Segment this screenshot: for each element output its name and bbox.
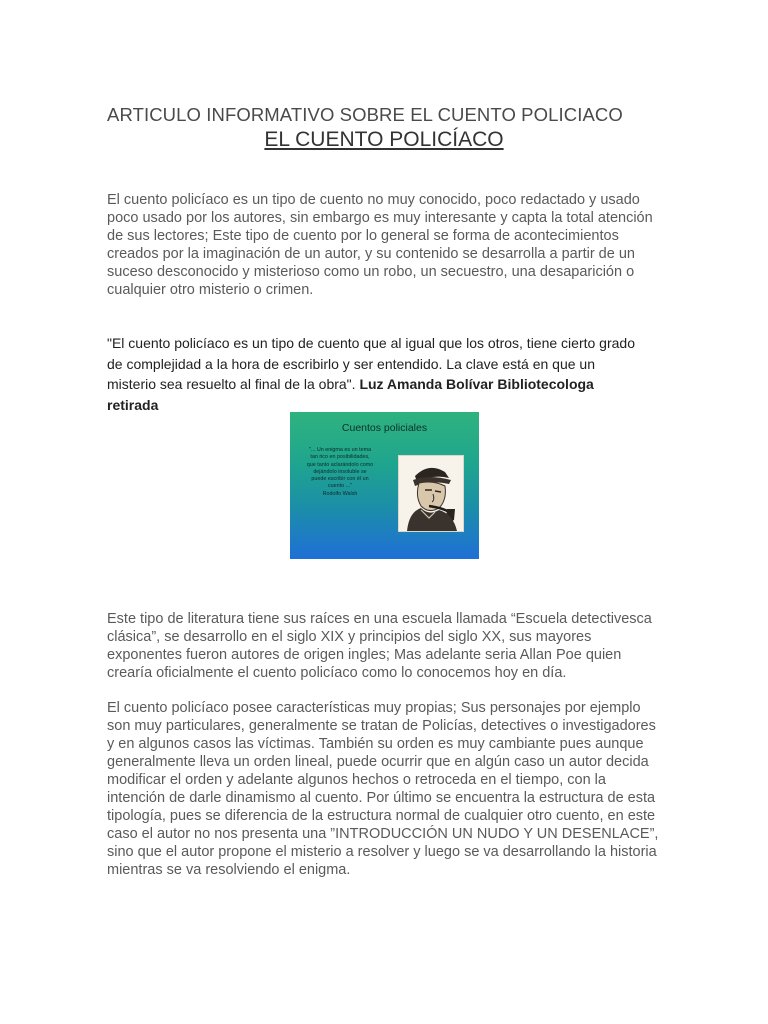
quote-author: Luz Amanda Bolívar Bibliotecologa retirada (107, 376, 594, 413)
slide-attribution: Rodolfo Walsh (322, 490, 358, 497)
quote-block (107, 333, 647, 415)
slide-quote-text: "... Un enigma es un tema tan rico en posibilidades, que tanto aclarándolo como dejándolo insoluble se puede escribir con él un cuento ..." (306, 447, 374, 490)
slide-image (290, 412, 479, 559)
quote-text: "El cuento policíaco es un tipo de cuento que al igual que los otros, tiene cierto grado de complejidad a la hora de escribirlo y ser entendido. La clave está en que un misterio sea resuelto al final de la obra". (107, 335, 635, 392)
origin-paragraph: Este tipo de literatura tiene sus raíces en una escuela llamada “Escuela detectivesca clásica”, se desarrollo en el siglo XIX y principios del siglo XX, sus mayores exponentes fueron autores de origen ingles; Mas adelante seria Allan Poe quien crearía oficialmente el cuento policíaco como lo conocemos hoy en día. (107, 611, 652, 681)
article-header: ARTICULO INFORMATIVO SOBRE EL CUENTO POLICIACO (107, 104, 623, 125)
characteristics-paragraph: El cuento policíaco posee características muy propias; Sus personajes por ejemplo son muy particulares, generalmente se tratan de Policías, detectives o investigadores y en algunos casos las víctimas. También su orden es muy cambiante pues aunque generalmente lleva un orden lineal, puede ocurrir que en algún caso un autor decida modificar el orden y adelante algunos hechos o retroceda en el tiempo, con la intención de darle dinamismo al cuento. Por último se encuentra la estructura de esta tipología, pues se diferencia de la estructura normal de cualquier otro cuento, en este caso el autor no nos presenta una ”INTRODUCCIÓN UN NUDO Y UN DESENLACE”, sino que el autor propone el misterio a resolver y luego se va desarrollando la historia mientras se va resolviendo el enigma. (107, 700, 659, 878)
slide-quote (306, 447, 374, 498)
page-title: EL CUENTO POLICÍACO (264, 128, 504, 151)
intro-paragraph: El cuento policíaco es un tipo de cuento no muy conocido, poco redactado y usado poco usado por los autores, sin embargo es muy interesante y capta la total atención de sus lectores; Este tipo de cuento por lo general se forma de acontecimientos creados por la imaginación de un autor, y su contenido se desarrolla a partir de un suceso desconocido y misterioso como un robo, un secuestro, una desaparición o cualquier otro misterio o crimen. (107, 192, 653, 298)
detective-portrait-icon (399, 456, 463, 531)
slide-title: Cuentos policiales (341, 422, 428, 434)
detective-portrait-image (398, 455, 464, 532)
